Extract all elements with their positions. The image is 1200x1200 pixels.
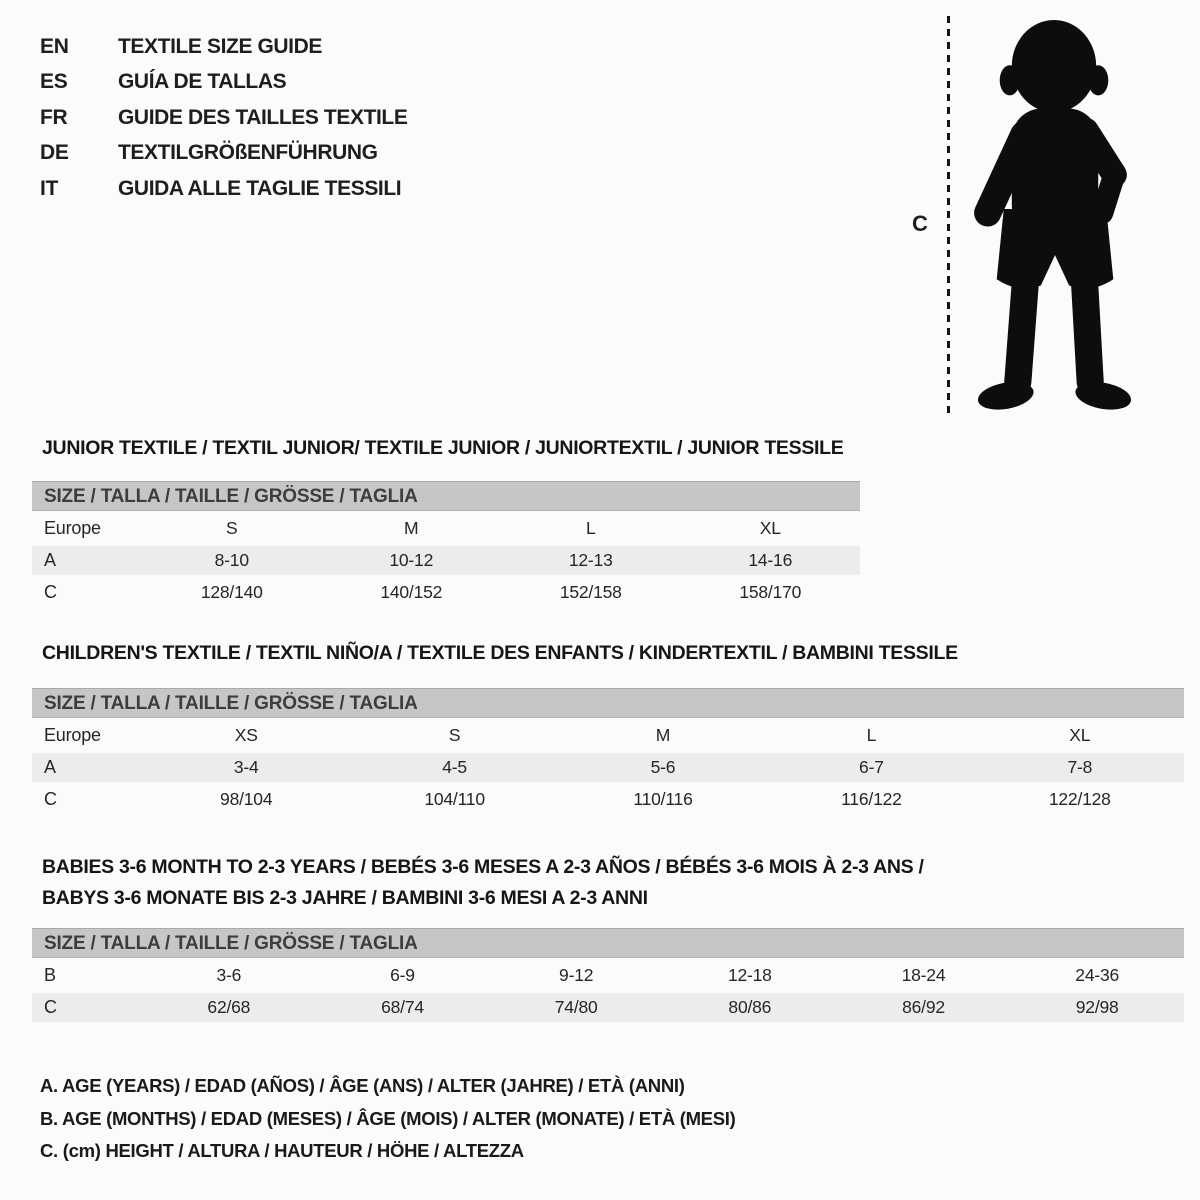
- row-label: C: [44, 997, 57, 1017]
- table-cell: 12-13: [568, 550, 613, 570]
- row-label: C: [44, 789, 57, 809]
- language-title: GUIDA ALLE TAGLIE TESSILI: [118, 176, 402, 200]
- table-cell: 110/116: [633, 789, 693, 809]
- measurement-legend: [40, 1070, 735, 1168]
- table-cell: 104/110: [424, 789, 485, 809]
- table-cell: 18-24: [901, 965, 946, 985]
- table-cell: 7-8: [1067, 757, 1093, 777]
- table-row: [32, 514, 860, 543]
- section-title-line: CHILDREN'S TEXTILE / TEXTIL NIÑO/A / TEXTILE DES ENFANTS / KINDERTEXTIL / BAMBINI TESSILE: [42, 642, 958, 664]
- table-cell: 74/80: [554, 997, 598, 1017]
- table-cell: L: [585, 518, 596, 538]
- table-cell: 12-18: [727, 965, 772, 985]
- table-cell: 8-10: [214, 550, 249, 570]
- row-label: B: [44, 965, 56, 985]
- table-cell: XL: [759, 518, 781, 538]
- table-cell: 140/152: [380, 582, 443, 602]
- table-row: [32, 785, 1184, 814]
- table-cell: XL: [1069, 725, 1091, 745]
- language-row: [40, 100, 407, 136]
- language-code: DE: [40, 141, 69, 165]
- table-row: [32, 961, 1184, 990]
- table-cell: 4-5: [442, 757, 467, 777]
- table-cell: 122/128: [1048, 789, 1111, 809]
- table-cell: 24-36: [1075, 965, 1120, 985]
- section-title-line: BABIES 3-6 MONTH TO 2-3 YEARS / BEBÉS 3-6 MESES A 2-3 AÑOS / BÉBÉS 3-6 MOIS À 2-3 ANS /: [42, 856, 924, 878]
- table-cell: 14-16: [748, 550, 793, 570]
- section-title: [32, 641, 1184, 665]
- size-section-children: [32, 641, 1184, 814]
- section-title: [32, 436, 860, 460]
- language-title: TEXTILE SIZE GUIDE: [118, 34, 322, 58]
- section-title-line: BABYS 3-6 MONATE BIS 2-3 JAHRE / BAMBINI 3-6 MESI A 2-3 ANNI: [42, 887, 648, 909]
- table-cell: 3-4: [233, 757, 259, 777]
- table-row: [32, 753, 1184, 782]
- size-header-bar: SIZE / TALLA / TAILLE / GRÖSSE / TAGLIA: [32, 928, 1184, 958]
- table-cell: 152/158: [559, 582, 622, 602]
- table-row: [32, 546, 860, 575]
- language-title-list: [40, 29, 407, 207]
- language-title: GUIDE DES TAILLES TEXTILE: [118, 105, 408, 129]
- size-header-bar: SIZE / TALLA / TAILLE / GRÖSSE / TAGLIA: [32, 688, 1184, 718]
- table-cell: 116/122: [841, 789, 902, 809]
- size-table: [32, 928, 1184, 1022]
- table-cell: 86/92: [902, 997, 945, 1017]
- table-cell: L: [866, 725, 877, 745]
- table-cell: S: [226, 518, 238, 538]
- table-row: [32, 721, 1184, 750]
- table-cell: XS: [234, 725, 258, 745]
- table-cell: M: [404, 518, 419, 538]
- size-table: [32, 481, 860, 607]
- language-code: IT: [40, 176, 59, 200]
- legend-line: B. AGE (MONTHS) / EDAD (MESES) / ÂGE (MOIS) / ALTER (MONATE) / ETÀ (MESI): [40, 1107, 736, 1129]
- table-cell: 62/68: [207, 997, 251, 1017]
- table-cell: 98/104: [220, 789, 273, 809]
- row-label: A: [44, 550, 56, 570]
- section-title-line: JUNIOR TEXTILE / TEXTIL JUNIOR/ TEXTILE JUNIOR / JUNIORTEXTIL / JUNIOR TESSILE: [42, 437, 844, 459]
- size-section-junior: [32, 436, 860, 607]
- table-cell: 80/86: [728, 997, 772, 1017]
- table-cell: 68/74: [381, 997, 424, 1017]
- row-label: C: [44, 582, 57, 602]
- table-row: [32, 993, 1184, 1022]
- language-code: FR: [40, 105, 68, 129]
- table-cell: M: [655, 725, 671, 745]
- table-cell: 9-12: [559, 965, 594, 985]
- language-row: [40, 171, 407, 207]
- table-cell: 5-6: [650, 757, 676, 777]
- table-cell: 158/170: [739, 582, 802, 602]
- row-label: Europe: [44, 725, 101, 745]
- language-row: [40, 65, 407, 101]
- height-dashed-line: [947, 16, 950, 416]
- section-title: [32, 852, 1184, 914]
- row-label: Europe: [44, 518, 101, 538]
- row-label: A: [44, 757, 56, 777]
- legend-line: A. AGE (YEARS) / EDAD (AÑOS) / ÂGE (ANS) / ALTER (JAHRE) / ETÀ (ANNI): [40, 1075, 685, 1096]
- legend-line: C. (cm) HEIGHT / ALTURA / HAUTEUR / HÖHE / ALTEZZA: [40, 1140, 524, 1161]
- size-header-bar: SIZE / TALLA / TAILLE / GRÖSSE / TAGLIA: [32, 481, 860, 511]
- table-cell: 10-12: [389, 550, 434, 570]
- table-cell: 3-6: [216, 965, 242, 985]
- language-row: [40, 136, 407, 172]
- language-title: TEXTILGRÖßENFÜHRUNG: [118, 141, 378, 165]
- language-code: ES: [40, 70, 68, 94]
- table-row: [32, 578, 860, 607]
- table-cell: 6-7: [859, 757, 884, 777]
- language-code: EN: [40, 34, 69, 58]
- language-row: [40, 29, 407, 65]
- table-cell: 92/98: [1075, 997, 1119, 1017]
- table-cell: S: [448, 725, 461, 745]
- table-cell: 128/140: [200, 582, 263, 602]
- size-section-babies: [32, 852, 1184, 1022]
- language-title: GUÍA DE TALLAS: [118, 70, 287, 94]
- height-measure-label: C: [912, 211, 928, 236]
- size-table: [32, 688, 1184, 814]
- toddler-silhouette-icon: [960, 16, 1150, 420]
- table-cell: 6-9: [390, 965, 415, 985]
